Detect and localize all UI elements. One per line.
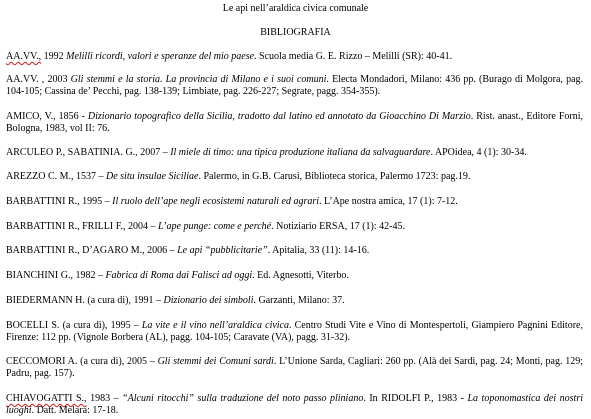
running-title: Le api nell’araldica civica comunale: [222, 3, 369, 14]
entry-details: . Electa Mondadori, Milano: 436 pp. (Burago di Molgora, pag. 104-105; Cassina de’ Pecchi, pag. 138-139; Limbiate, pag. 226-227; Segrate, pagg. 354-355).: [6, 74, 584, 97]
entry-author: BIEDERMANN H.: [6, 295, 85, 306]
entry-year: 1856 -: [55, 111, 88, 122]
entry-details: . Notiziario ERSA, 17 (1): 42-45.: [271, 221, 405, 232]
entry-details-secondary: . Datt. Melara: 17-18.: [31, 405, 119, 416]
entry-year: 1983 –: [86, 393, 123, 404]
bibliography-entry: [6, 74, 583, 98]
entry-details: . L’Ape nostra amica, 17 (1): 7-12.: [319, 196, 458, 207]
entry-title: Dizionario topografico della Sicilia, tradotto dal latino ed annotato da Gioacchino Di Marzio: [87, 111, 471, 122]
section-title: BIBLIOGRAFIA: [260, 27, 331, 38]
entry-year: 1995 –: [79, 196, 113, 207]
entry-title: Il miele di timo: una tipica produzione italiana da salvaguardare: [170, 147, 431, 158]
entry-details: . L’Unione Sarda, Cagliari: 260 pp. (Alà dei Sardi, pag. 24; Monti, pag. 129; Padru, pag. 157).: [6, 356, 583, 379]
entry-author: CHIAVOGATTI S.,: [6, 393, 87, 404]
bibliography-entry: [6, 270, 583, 282]
entry-year: 2006 –: [144, 245, 178, 256]
entry-details: . Centro Studi Vite e Vino di Montespertoli, Giampiero Pagnini Editore, Firenze: 112 pp. (Vignole Borbera (AL), pagg. 104-105; Caravate (VA), pagg. 31-32).: [6, 320, 583, 343]
entry-year: 2003: [44, 74, 71, 85]
entry-title: Dizionario dei simboli: [163, 295, 254, 306]
bibliography-entry: [6, 295, 583, 307]
bibliography-entry: [6, 245, 583, 257]
entry-year: (a cura di), 1995 –: [59, 320, 142, 331]
bibliography-entry: [6, 171, 583, 183]
entry-title: De situ insulae Siciliae: [106, 171, 199, 182]
entry-year: 1537 –: [73, 171, 106, 182]
bibliography-entry: [6, 111, 583, 135]
entry-year: (a cura di), 1991 –: [84, 295, 164, 306]
entry-details: . Rist. anast., Editore Forni, Bologna, 1983, vol II: 76.: [6, 111, 583, 134]
entry-year: 1982 –: [72, 270, 106, 281]
entry-author: AMICO, V.,: [6, 111, 56, 122]
entry-author: CECCOMORI A.: [6, 356, 78, 367]
entry-author: AA.VV.,: [6, 51, 42, 62]
entry-year: 1992: [41, 51, 67, 62]
entry-title: Le api “pubblicitarie”: [177, 245, 268, 256]
entry-title: Il ruolo dell’ape negli ecosistemi naturali ed agrari: [112, 196, 320, 207]
entry-details: . In RIDOLFI P., 1983 -: [363, 393, 468, 404]
entry-title-secondary: La toponomastica dei nostri luoghi: [6, 393, 584, 416]
entry-year: 2007 –: [137, 147, 171, 158]
entry-details: . Garzanti, Milano: 37.: [253, 295, 345, 306]
entry-year: 2004 –: [125, 221, 158, 232]
entry-details: . Ed. Agnesotti, Viterbo.: [252, 270, 349, 281]
entry-author: BIANCHINI G.,: [6, 270, 73, 281]
entry-author: BARBATTINI R.,: [6, 196, 80, 207]
entry-author: AA.VV. ,: [6, 74, 45, 85]
entry-title: Fabrica di Roma dai Falisci ad oggi: [105, 270, 253, 281]
entry-title: L’ape punge: come e perché: [157, 221, 272, 232]
entry-title: Melilli ricordi, valori e speranze del mio paese: [66, 51, 255, 62]
entry-title: “Alcuni ritocchi” sulla traduzione del noto passo pliniano: [122, 393, 364, 404]
entry-details: . APOidea, 4 (1): 30-34.: [430, 147, 527, 158]
entry-year: (a cura di), 2005 –: [77, 356, 158, 367]
entry-details: . Palermo, in G.B. Carusi, Biblioteca storica, Palermo 1723: pag.19.: [198, 171, 471, 182]
entry-author: BARBATTINI R., D’AGARO M.,: [6, 245, 145, 256]
entry-details: . Apitalia, 33 (11): 14-16.: [267, 245, 370, 256]
entry-title: Gli stemmi e la storia. La provincia di Milano e i suoi comuni: [70, 74, 327, 85]
bibliography-entry: [6, 221, 583, 233]
entry-title: La vite e il vino nell’araldica civica: [141, 320, 289, 331]
entry-author: BOCELLI S.: [6, 320, 60, 331]
entry-details: . Scuola media G. E. Rizzo – Melilli (SR): 40-41.: [254, 51, 453, 62]
bibliography-entry: [6, 51, 583, 63]
bibliography-entry: [6, 196, 583, 208]
bibliography-entry: [6, 147, 583, 159]
entry-title: Gli stemmi dei Comuni sardi: [157, 356, 274, 367]
entry-author: AREZZO C. M.,: [6, 171, 74, 182]
entry-author: ARCULEO P., SABATINIA. G.,: [6, 147, 138, 158]
bibliography-entry: [6, 356, 583, 380]
bibliography-entry: [6, 320, 583, 344]
bibliography-entry: [6, 393, 583, 417]
entry-author: BARBATTINI R., FRILLI F.,: [6, 221, 126, 232]
